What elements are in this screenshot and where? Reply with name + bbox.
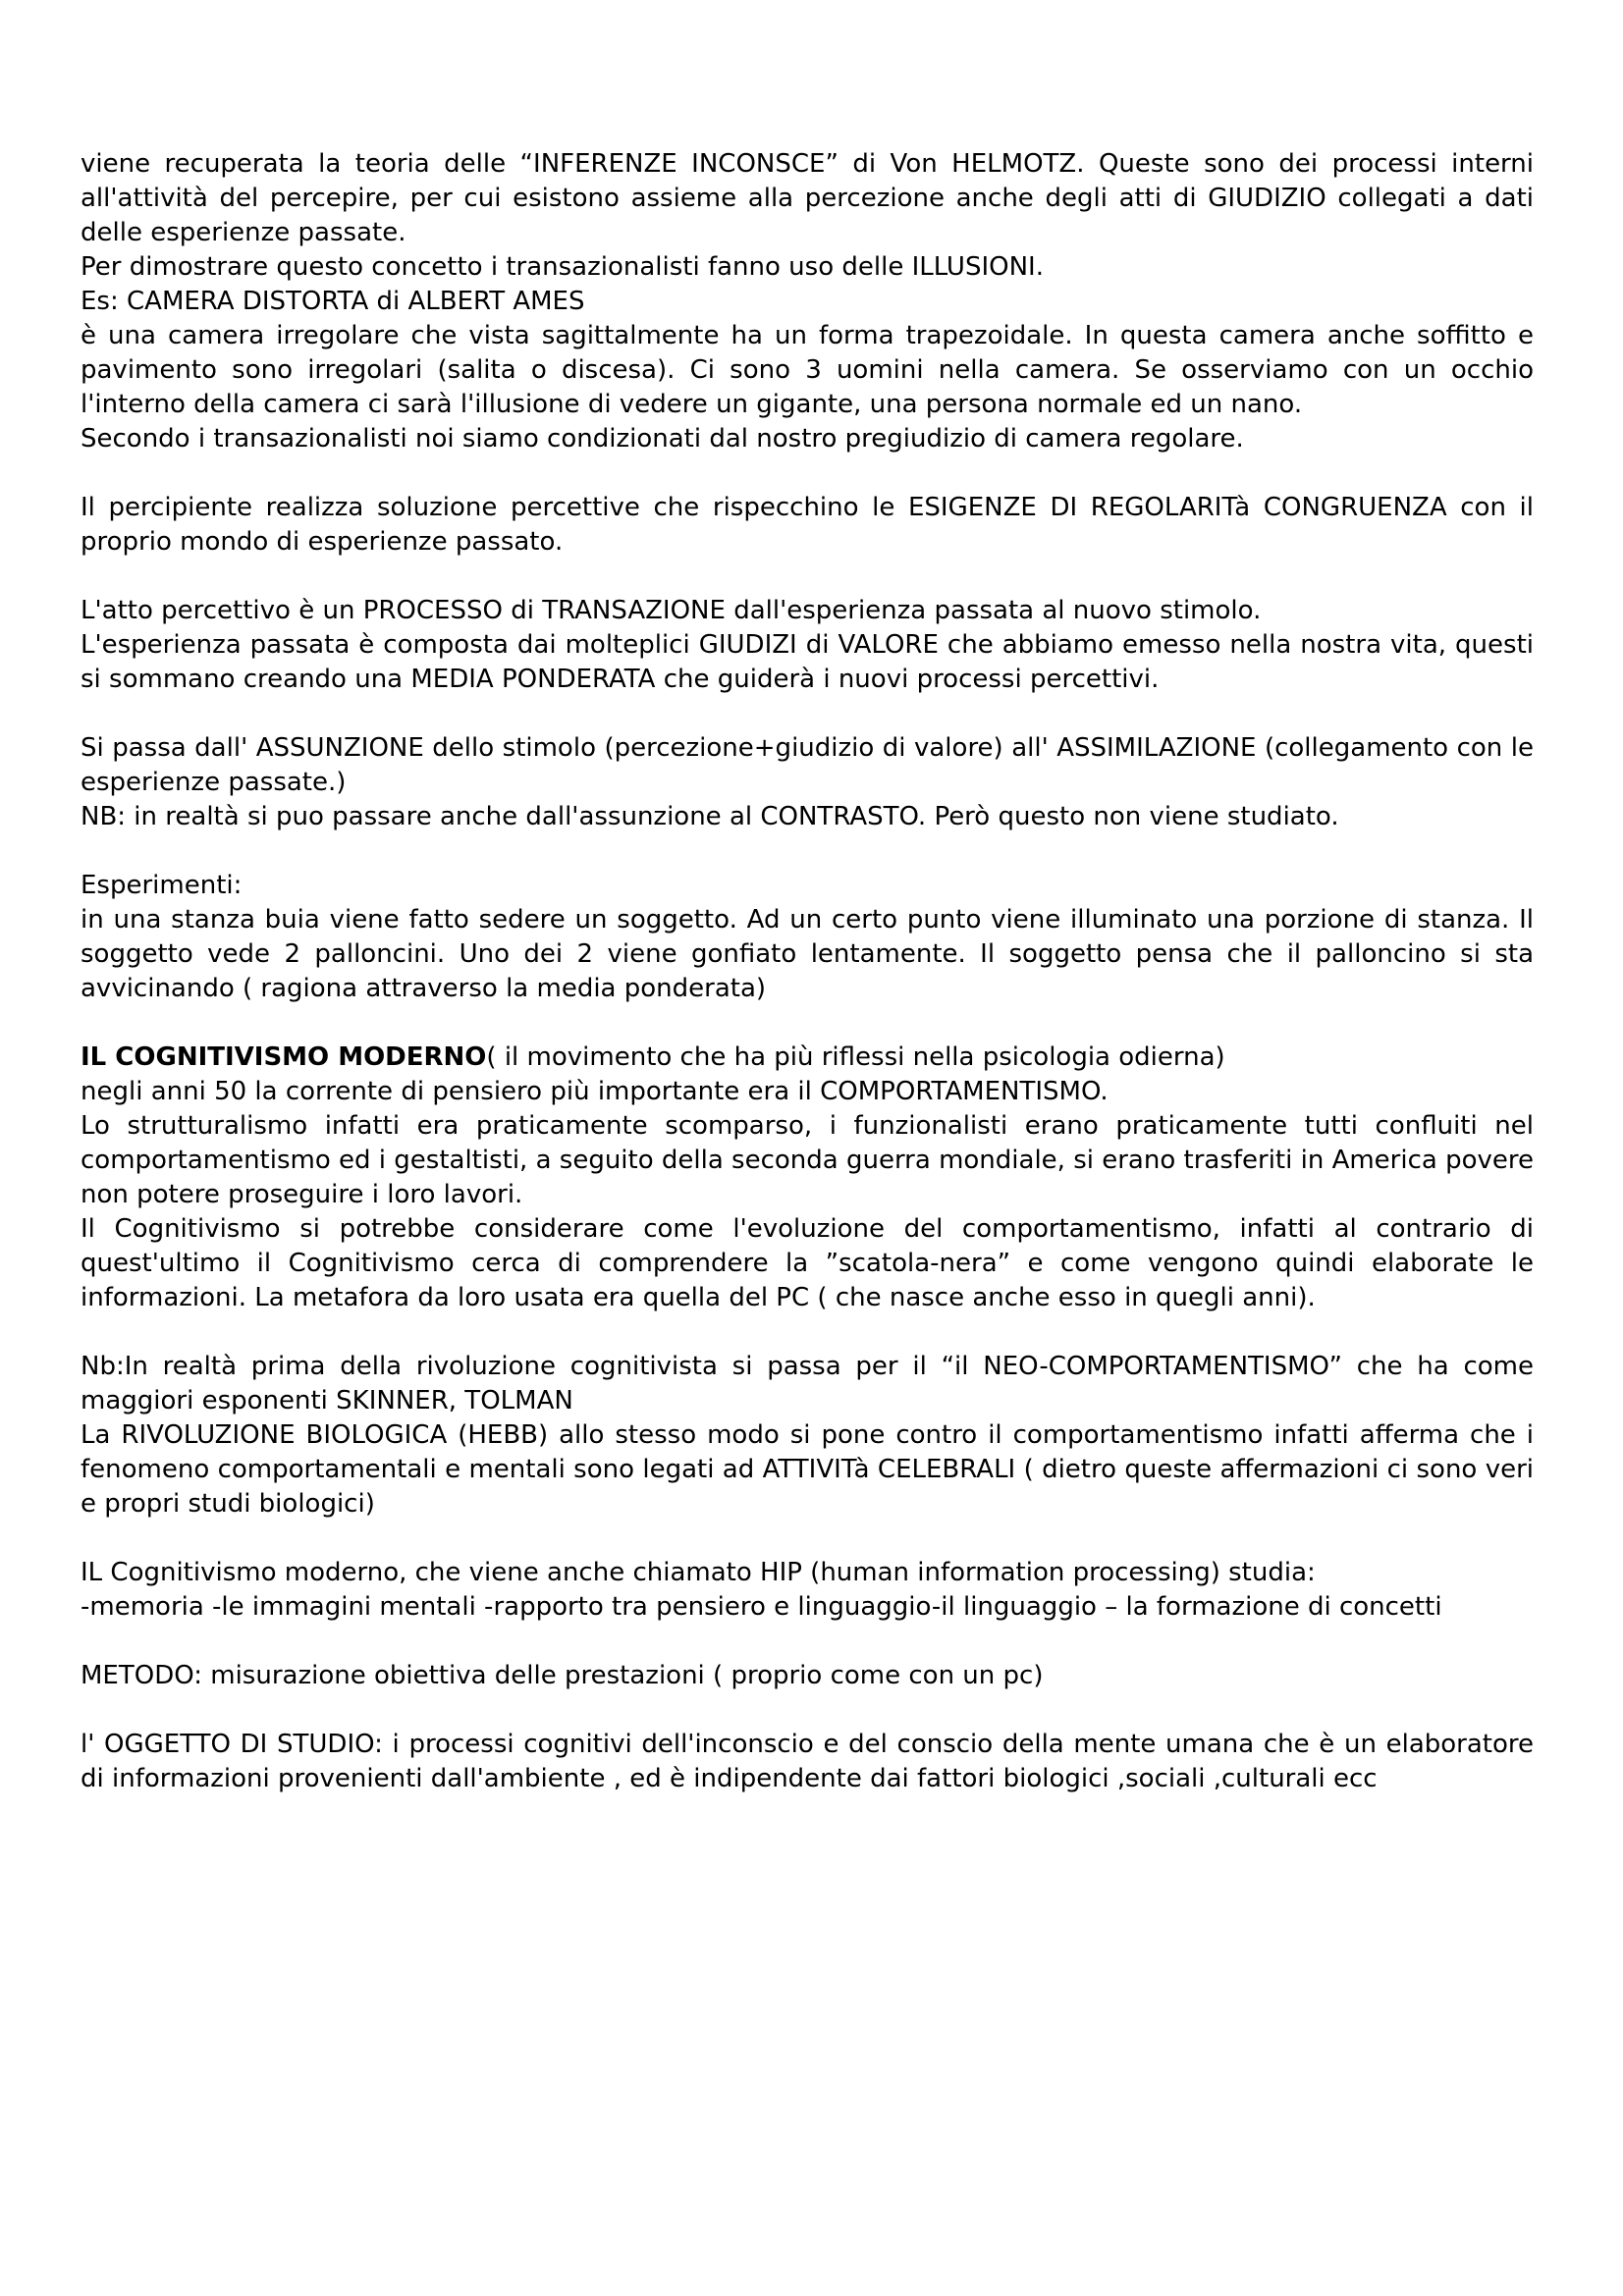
paragraph-assunzione: Si passa dall' ASSUNZIONE dello stimolo (percezione+giudizio di valore) all' ASSIMILAZIONE (collegamento con le esperienze passate.): [81, 733, 1534, 797]
paragraph-metodo: METODO: misurazione obiettiva delle prestazioni ( proprio come con un pc): [81, 1661, 1044, 1690]
paragraph-gap: [81, 560, 1534, 594]
paragraph-gap: [81, 1006, 1534, 1041]
paragraph-camera-distorta-description: è una camera irregolare che vista sagittalmente ha un forma trapezoidale. In questa camera anche soffitto e pavimento sono irregolari (salita o discesa). Ci sono 3 uomini nella camera. Se osserviamo con un occhio l'interno della camera ci sarà l'illusione di vedere un gigante, una persona normale ed un nano.: [81, 321, 1534, 419]
paragraph-illusioni: Per dimostrare questo concetto i transazionalisti fanno uso delle ILLUSIONI.: [81, 252, 1044, 282]
document-page: [81, 147, 1534, 1796]
paragraph-atto-percettivo: L'atto percettivo è un PROCESSO di TRANSAZIONE dall'esperienza passata al nuovo stimolo.: [81, 596, 1262, 625]
paragraph-gap: [81, 1625, 1534, 1659]
paragraph-inferenze-inconsce: viene recuperata la teoria delle “INFERENZE INCONSCE” di Von HELMOTZ. Queste sono dei processi interni all'attività del percepire, per cui esistono assieme alla percezione anche degli atti di GIUDIZIO collegati a dati delle esperienze passate.: [81, 149, 1534, 247]
paragraph-neo-comportamentismo: Nb:In realtà prima della rivoluzione cognitivista si passa per il “il NEO-COMPORTAMENTISMO” che ha come maggiori esponenti SKINNER, TOLMAN: [81, 1352, 1534, 1415]
paragraph-esperimento-palloncini: in una stanza buia viene fatto sedere un soggetto. Ad un certo punto viene illuminato una porzione di stanza. Il soggetto vede 2 palloncini. Uno dei 2 viene gonfiato lentamente. Il soggetto pensa che il palloncino si sta avvicinando ( ragiona attraverso la media ponderata): [81, 905, 1534, 1003]
section-heading-cognitivismo: [81, 1041, 1534, 1075]
paragraph-temi-studio: -memoria -le immagini mentali -rapporto tra pensiero e linguaggio-il linguaggio – la formazione di concetti: [81, 1592, 1442, 1622]
section-heading-note: ( il movimento che ha più riflessi nella psicologia odierna): [486, 1042, 1225, 1072]
paragraph-esperimenti-heading: Esperimenti:: [81, 871, 243, 900]
paragraph-percipiente: Il percipiente realizza soluzione percettive che rispecchino le ESIGENZE DI REGOLARITà CONGRUENZA con il proprio mondo di esperienze passato.: [81, 493, 1534, 557]
paragraph-gap: [81, 456, 1534, 491]
paragraph-gap: [81, 697, 1534, 731]
paragraph-cognitivismo-evoluzione: Il Cognitivismo si potrebbe considerare come l'evoluzione del comportamentismo, infatti al contrario di quest'ultimo il Cognitivismo cerca di comprendere la ”scatola-nera” e come vengono quindi elaborate le informazioni. La metafora da loro usata era quella del PC ( che nasce anche esso in quegli anni).: [81, 1214, 1534, 1312]
paragraph-strutturalismo: Lo strutturalismo infatti era praticamente scomparso, i funzionalisti erano praticamente tutti confluiti nel comportamentismo ed i gestaltisti, a seguito della seconda guerra mondiale, si erano trasferiti in America povere non potere proseguire i loro lavori.: [81, 1111, 1534, 1209]
paragraph-rivoluzione-biologica: La RIVOLUZIONE BIOLOGICA (HEBB) allo stesso modo si pone contro il comportamentismo infatti afferma che i fenomeno comportamentali e mentali sono legati ad ATTIVITà CELEBRALI ( dietro queste affermazioni ci sono veri e propri studi biologici): [81, 1420, 1534, 1519]
paragraph-gap: [81, 834, 1534, 869]
paragraph-camera-distorta-title: Es: CAMERA DISTORTA di ALBERT AMES: [81, 287, 585, 316]
paragraph-oggetto-di-studio: l' OGGETTO DI STUDIO: i processi cognitivi dell'inconscio e del conscio della mente umana che è un elaboratore di informazioni provenienti dall'ambiente , ed è indipendente dai fattori biologici ,sociali ,culturali ecc: [81, 1730, 1534, 1793]
paragraph-anni-50: negli anni 50 la corrente di pensiero più importante era il COMPORTAMENTISMO.: [81, 1077, 1109, 1106]
paragraph-esperienza-passata: L'esperienza passata è composta dai molteplici GIUDIZI di VALORE che abbiamo emesso nella nostra vita, questi si sommano creando una MEDIA PONDERATA che guiderà i nuovi processi percettivi.: [81, 630, 1534, 694]
paragraph-gap: [81, 1522, 1534, 1556]
paragraph-pregiudizio: Secondo i transazionalisti noi siamo condizionati dal nostro pregiudizio di camera regolare.: [81, 424, 1244, 454]
section-heading-bold: IL COGNITIVISMO MODERNO: [81, 1042, 487, 1072]
paragraph-gap: [81, 1693, 1534, 1728]
paragraph-contrasto-note: NB: in realtà si puo passare anche dall'assunzione al CONTRASTO. Però questo non viene studiato.: [81, 802, 1339, 831]
paragraph-gap: [81, 1315, 1534, 1350]
paragraph-hip: IL Cognitivismo moderno, che viene anche chiamato HIP (human information processing) studia:: [81, 1558, 1316, 1587]
